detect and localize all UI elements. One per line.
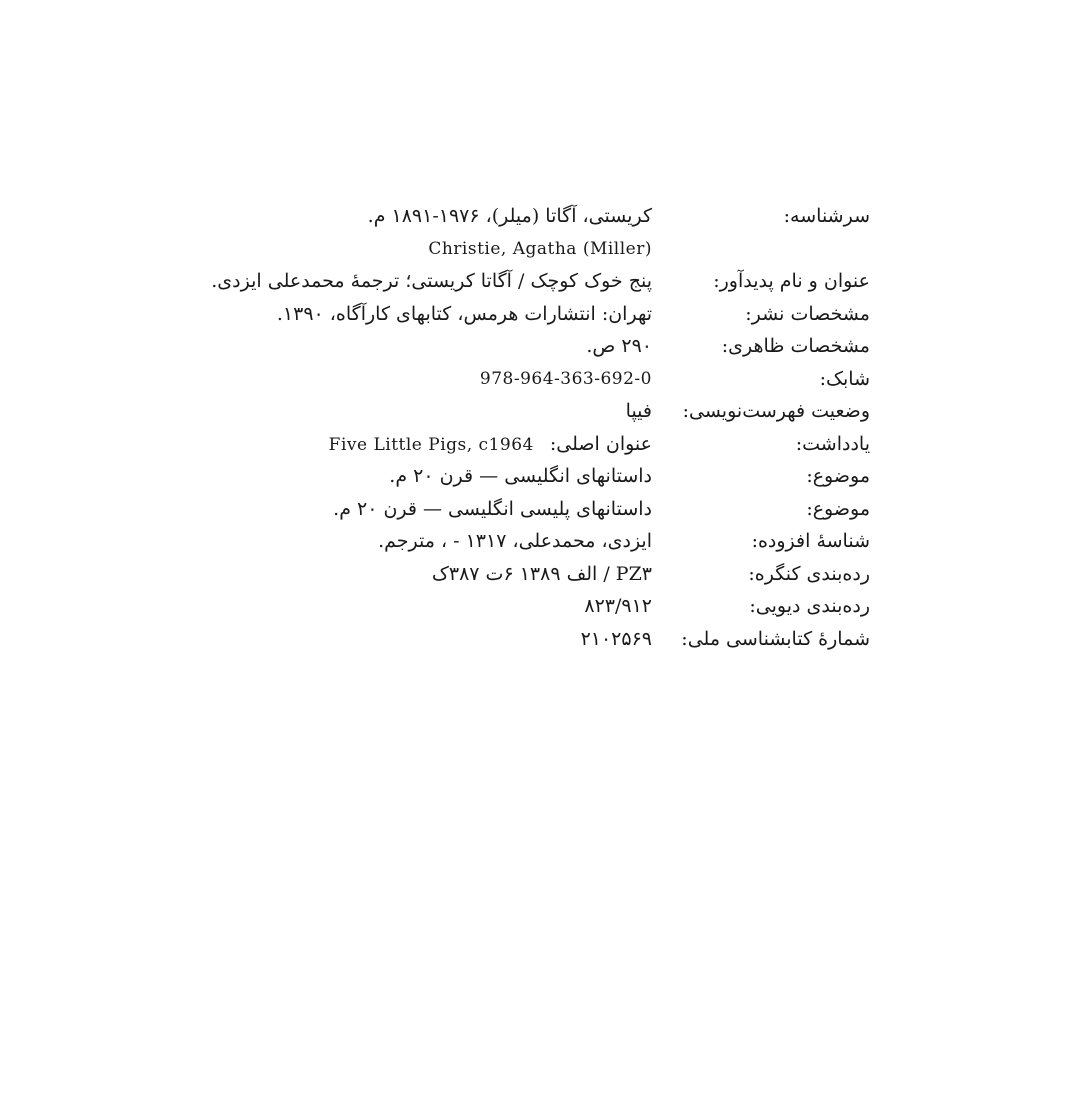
row-lc-classification	[150, 558, 870, 591]
cataloging-in-publication-record	[150, 200, 870, 655]
main-entry-label: سرشناسه:	[783, 205, 870, 227]
main-entry-value: کریستی، آگاتا (میلر)، ۱۹۷۶-۱۸۹۱ م.	[367, 205, 652, 227]
row-note	[150, 428, 870, 461]
publication-value: تهران: انتشارات هرمس، کتابهای کارآگاه، ۱۳۹۰.	[276, 302, 652, 325]
title-statement-value: پنج خوک کوچک / آگاتا کریستی؛ ترجمهٔ محمدعلی ایزدی.	[211, 270, 652, 292]
dewey-classification-value: ۸۲۳/۹۱۲	[584, 595, 652, 617]
title-statement-label: عنوان و نام پدیدآور:	[713, 270, 870, 292]
dewey-classification-label: رده‌بندی دیویی:	[749, 595, 870, 617]
publication-label: مشخصات نشر:	[745, 302, 870, 325]
national-bibliography-value: ۲۱۰۲۵۶۹	[580, 627, 652, 650]
row-national-bibliography-number	[150, 623, 870, 656]
subject-value: داستانهای انگلیسی — قرن ۲۰ م.	[389, 465, 652, 487]
row-dewey-classification	[150, 590, 870, 623]
cataloging-status-label: وضعیت فهرست‌نویسی:	[682, 400, 870, 422]
row-subject-2	[150, 493, 870, 526]
subject-value: داستانهای پلیسی انگلیسی — قرن ۲۰ م.	[333, 497, 652, 520]
note-value	[329, 428, 652, 461]
row-subject-1	[150, 460, 870, 493]
main-entry-latin-value: Christie, Agatha (Miller)	[428, 238, 652, 259]
row-publication	[150, 298, 870, 331]
cataloging-status-value: فیپا	[625, 400, 652, 422]
row-main-entry	[150, 200, 870, 233]
subject-label: موضوع:	[806, 465, 870, 487]
note-label: یادداشت:	[795, 432, 870, 455]
row-physical-description	[150, 330, 870, 363]
physical-description-value: ۲۹۰ ص.	[586, 335, 652, 357]
subject-label: موضوع:	[806, 497, 870, 520]
physical-description-label: مشخصات ظاهری:	[721, 335, 870, 357]
original-title-value: Five Little Pigs, c1964	[328, 434, 534, 455]
national-bibliography-label: شمارهٔ کتابشناسی ملی:	[681, 627, 870, 650]
lc-classification-label: رده‌بندی کنگره:	[748, 562, 870, 585]
row-cataloging-status	[150, 395, 870, 428]
original-title-label: عنوان اصلی:	[549, 432, 652, 455]
row-added-entry	[150, 525, 870, 558]
row-title-statement	[150, 265, 870, 298]
isbn-value: 978-964-363-692-0	[479, 368, 652, 389]
isbn-label: شابک:	[819, 367, 870, 390]
row-isbn	[150, 363, 870, 396]
added-entry-label: شناسهٔ افزوده:	[751, 530, 870, 552]
added-entry-value: ایزدی، محمدعلی، ۱۳۱۷ - ، مترجم.	[378, 530, 652, 552]
row-main-entry-latin	[150, 233, 870, 266]
lc-classification-value: PZ۳ / الف ۱۳۸۹ ۶ت ۳۸۷ک	[431, 562, 652, 585]
